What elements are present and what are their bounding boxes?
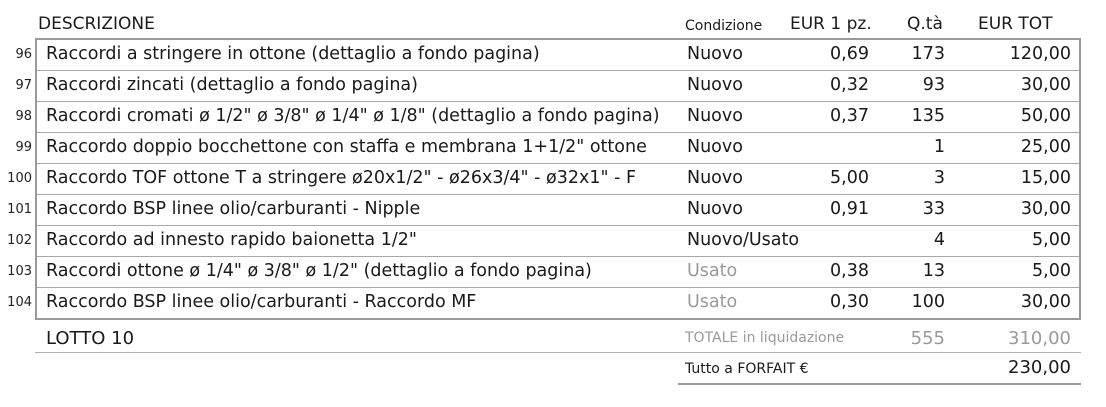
- row-quantity: 1: [933, 137, 945, 157]
- row-description: Raccordo BSP linee olio/carburanti - Nipple: [46, 199, 421, 219]
- row-unit-price: 0,38: [830, 261, 869, 281]
- header-quantity: Q.tà: [907, 14, 943, 34]
- row-number: 104: [7, 295, 32, 310]
- row-unit-price: 0,69: [830, 44, 869, 64]
- row-number: 100: [7, 171, 32, 186]
- row-description: Raccordi cromati ø 1/2" ø 3/8" ø 1/4" ø 1/8" (dettaglio a fondo pagina): [46, 106, 660, 126]
- row-description: Raccordo ad innesto rapido baionetta 1/2": [46, 230, 417, 250]
- items-table: [7, 38, 1081, 320]
- footer-divider: [35, 352, 1081, 353]
- table-row: [15, 133, 1079, 164]
- row-unit-price: 0,30: [830, 292, 869, 312]
- row-unit-price: 0,91: [830, 199, 869, 219]
- table-row: [15, 40, 1079, 71]
- row-unit-price: 0,32: [830, 75, 869, 95]
- header-total: EUR TOT: [978, 14, 1053, 34]
- row-total: 25,00: [1020, 137, 1071, 157]
- forfait-underline: [678, 383, 1081, 385]
- row-condition: Nuovo: [687, 199, 743, 219]
- row-condition: Nuovo: [687, 106, 743, 126]
- row-total: 120,00: [1009, 44, 1071, 64]
- row-description: Raccordi a stringere in ottone (dettaglio a fondo pagina): [46, 44, 540, 64]
- row-description: Raccordi ottone ø 1/4" ø 3/8" ø 1/2" (dettaglio a fondo pagina): [46, 261, 592, 281]
- total-label: TOTALE in liquidazione: [685, 330, 845, 346]
- row-total: 5,00: [1032, 261, 1071, 281]
- forfait-value: 230,00: [1008, 357, 1071, 378]
- total-value: 310,00: [1008, 328, 1071, 349]
- total-quantity: 555: [910, 328, 945, 349]
- row-condition: Nuovo: [687, 168, 743, 188]
- row-number: 98: [15, 109, 32, 124]
- table-row: [7, 164, 1079, 195]
- row-condition: Nuovo: [687, 137, 743, 157]
- lot-label: LOTTO 10: [46, 328, 135, 349]
- row-number: 101: [7, 202, 32, 217]
- row-number: 102: [7, 233, 32, 248]
- table-row: [7, 226, 1079, 257]
- row-number: 103: [7, 264, 32, 279]
- row-quantity: 33: [922, 199, 945, 219]
- row-quantity: 93: [922, 75, 945, 95]
- row-number: 99: [15, 140, 32, 155]
- row-total: 5,00: [1032, 230, 1071, 250]
- header-description: DESCRIZIONE: [38, 14, 155, 34]
- row-total: 50,00: [1020, 106, 1071, 126]
- header-condition: Condizione: [685, 18, 763, 34]
- row-condition: Usato: [687, 292, 738, 312]
- forfait-label: Tutto a FORFAIT €: [685, 361, 809, 377]
- table-row: [15, 71, 1079, 102]
- header-unit-price: EUR 1 pz.: [790, 14, 872, 34]
- row-unit-price: 5,00: [830, 168, 869, 188]
- row-quantity: 100: [911, 292, 945, 312]
- row-quantity: 135: [911, 106, 945, 126]
- table-row: [7, 257, 1079, 288]
- row-quantity: 173: [911, 44, 945, 64]
- row-quantity: 4: [933, 230, 945, 250]
- row-unit-price: 0,37: [830, 106, 869, 126]
- row-total: 30,00: [1020, 292, 1071, 312]
- row-description: Raccordo doppio bocchettone con staffa e membrana 1+1/2" ottone: [46, 137, 647, 157]
- row-total: 15,00: [1020, 168, 1071, 188]
- row-quantity: 3: [933, 168, 945, 188]
- row-condition: Nuovo: [687, 44, 743, 64]
- row-description: Raccordo TOF ottone T a stringere ø20x1/2" - ø26x3/4" - ø32x1" - F: [46, 168, 637, 188]
- row-total: 30,00: [1020, 199, 1071, 219]
- table-row: [7, 195, 1079, 226]
- row-number: 97: [15, 78, 32, 93]
- table-row: [7, 288, 1079, 319]
- row-condition: Nuovo: [687, 75, 743, 95]
- row-description: Raccordo BSP linee olio/carburanti - Raccordo MF: [46, 292, 477, 312]
- table-row: [15, 102, 1079, 133]
- row-condition: Usato: [687, 261, 738, 281]
- row-condition: Nuovo/Usato: [687, 230, 800, 250]
- row-total: 30,00: [1020, 75, 1071, 95]
- row-description: Raccordi zincati (dettaglio a fondo pagina): [46, 75, 418, 95]
- row-quantity: 13: [922, 261, 945, 281]
- row-number: 96: [15, 47, 32, 62]
